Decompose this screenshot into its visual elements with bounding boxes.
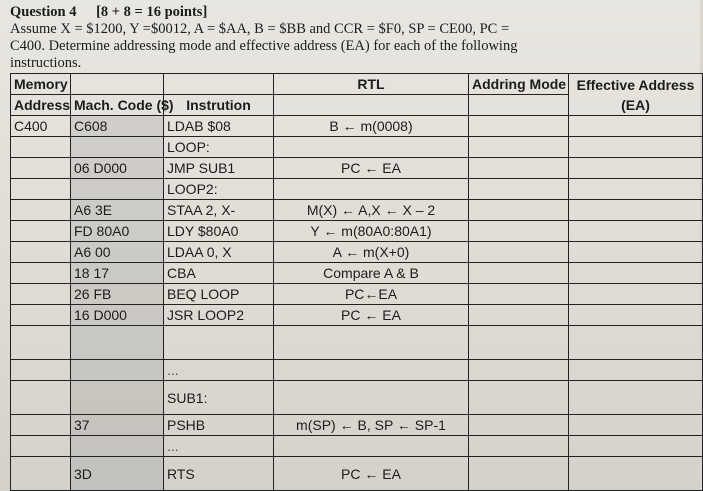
cell-mach-code: A6 00: [71, 242, 164, 263]
table-row: [11, 326, 703, 360]
cell-address: [11, 179, 71, 200]
header-ea-line1: Effective Address: [576, 76, 695, 93]
header-ea-line2: (EA): [621, 96, 650, 113]
question-text-line2: C400. Determine addressing mode and effective address (EA) for each of the following: [10, 38, 518, 54]
cell-instruction: RTS: [164, 457, 274, 491]
header-blank-code: [71, 74, 164, 95]
cell-rtl: [274, 326, 469, 360]
cell-effective-address[interactable]: [569, 415, 703, 436]
cell-mach-code: [71, 381, 164, 415]
cell-effective-address[interactable]: [569, 436, 703, 457]
cell-addressing-mode[interactable]: [469, 457, 569, 491]
header-address: Address: [11, 95, 71, 116]
table-row: [11, 137, 703, 158]
cell-instruction: BEQ LOOP: [164, 284, 274, 305]
cell-addressing-mode[interactable]: [469, 116, 569, 137]
cell-effective-address[interactable]: [569, 457, 703, 491]
cell-address: [11, 137, 71, 158]
cell-instruction: SUB1:: [164, 381, 274, 415]
table-row: [11, 221, 703, 242]
cell-effective-address[interactable]: [569, 158, 703, 179]
table-row: [11, 284, 703, 305]
table-row: [11, 116, 703, 137]
cell-instruction: LOOP:: [164, 137, 274, 158]
table-row: [11, 457, 703, 491]
cell-rtl: Compare A & B: [274, 263, 469, 284]
cell-effective-address[interactable]: [569, 116, 703, 137]
cell-addressing-mode[interactable]: [469, 360, 569, 381]
header-blank-instr: [164, 74, 274, 95]
cell-effective-address[interactable]: [569, 242, 703, 263]
cell-addressing-mode[interactable]: [469, 200, 569, 221]
cell-address: [11, 457, 71, 491]
cell-instruction: STAA 2, X-: [164, 200, 274, 221]
cell-addressing-mode[interactable]: [469, 263, 569, 284]
cell-addressing-mode[interactable]: [469, 305, 569, 326]
table-row: [11, 158, 703, 179]
cell-effective-address[interactable]: [569, 137, 703, 158]
cell-mach-code: 26 FB: [71, 284, 164, 305]
cell-address: [11, 415, 71, 436]
cell-instruction: LDAB $08: [164, 116, 274, 137]
cell-rtl: PC ← EA: [274, 457, 469, 491]
cell-mach-code: 16 D000: [71, 305, 164, 326]
cell-instruction: CBA: [164, 263, 274, 284]
header-blank-rtl: [274, 95, 469, 116]
cell-mach-code: C608: [71, 116, 164, 137]
cell-rtl: [274, 179, 469, 200]
cell-addressing-mode[interactable]: [469, 284, 569, 305]
cell-rtl: PC ← EA: [274, 305, 469, 326]
header-rtl: RTL: [274, 74, 469, 95]
cell-instruction: LDAA 0, X: [164, 242, 274, 263]
cell-rtl: B ← m(0008): [274, 116, 469, 137]
cell-address: [11, 242, 71, 263]
cell-addressing-mode[interactable]: [469, 242, 569, 263]
header-memory: Memory: [11, 74, 71, 95]
cell-addressing-mode[interactable]: [469, 179, 569, 200]
table-row: [11, 242, 703, 263]
table-row: [11, 305, 703, 326]
cell-address: [11, 158, 71, 179]
cell-address: [11, 305, 71, 326]
cell-instruction: LDY $80A0: [164, 221, 274, 242]
cell-addressing-mode[interactable]: [469, 381, 569, 415]
cell-addressing-mode[interactable]: [469, 415, 569, 436]
cell-mach-code: [71, 137, 164, 158]
table-row: [11, 200, 703, 221]
cell-mach-code: A6 3E: [71, 200, 164, 221]
question-text-line3: instructions.: [10, 55, 82, 71]
cell-mach-code: [71, 326, 164, 360]
cell-rtl: PC ← EA: [274, 158, 469, 179]
cell-rtl: [274, 381, 469, 415]
question-header: [10, 4, 690, 72]
cell-rtl: M(X) ← A,X ← X – 2: [274, 200, 469, 221]
cell-rtl: Y ← m(80A0:80A1): [274, 221, 469, 242]
cell-rtl: m(SP) ← B, SP ← SP-1: [274, 415, 469, 436]
table-row: [11, 436, 703, 457]
cell-mach-code: 3D: [71, 457, 164, 491]
cell-effective-address[interactable]: [569, 305, 703, 326]
cell-effective-address[interactable]: [569, 263, 703, 284]
cell-rtl: [274, 137, 469, 158]
cell-effective-address[interactable]: [569, 360, 703, 381]
question-title: Question 4: [10, 4, 77, 20]
cell-address: [11, 200, 71, 221]
cell-mach-code: 18 17: [71, 263, 164, 284]
table-row: [11, 381, 703, 415]
table-row: [11, 360, 703, 381]
header-blank-mode: [469, 95, 569, 116]
header-effective-address: [569, 74, 703, 116]
header-mach-code: Mach. Code ($): [71, 95, 164, 116]
table-row: [11, 263, 703, 284]
cell-address: [11, 326, 71, 360]
cell-mach-code: 06 D000: [71, 158, 164, 179]
cell-instruction: LOOP2:: [164, 179, 274, 200]
cell-address: C400: [11, 116, 71, 137]
cell-address: [11, 263, 71, 284]
cell-instruction: JSR LOOP2: [164, 305, 274, 326]
cell-mach-code: [71, 179, 164, 200]
cell-effective-address[interactable]: [569, 179, 703, 200]
cell-instruction: PSHB: [164, 415, 274, 436]
cell-instruction: ...: [164, 360, 274, 381]
cell-address: [11, 221, 71, 242]
table-row: [11, 179, 703, 200]
cell-address: [11, 436, 71, 457]
header-instruction: Instrution: [164, 95, 274, 116]
header-addressing-mode: Addring Mode: [469, 74, 569, 95]
instruction-table: [10, 73, 703, 491]
cell-rtl: [274, 360, 469, 381]
cell-effective-address[interactable]: [569, 284, 703, 305]
cell-mach-code: [71, 360, 164, 381]
cell-instruction: JMP SUB1: [164, 158, 274, 179]
cell-rtl: A ← m(X+0): [274, 242, 469, 263]
cell-mach-code: [71, 436, 164, 457]
cell-instruction: [164, 326, 274, 360]
cell-mach-code: 37: [71, 415, 164, 436]
cell-rtl: PC←EA: [274, 284, 469, 305]
cell-addressing-mode[interactable]: [469, 158, 569, 179]
cell-address: [11, 360, 71, 381]
cell-effective-address[interactable]: [569, 381, 703, 415]
cell-addressing-mode[interactable]: [469, 436, 569, 457]
cell-rtl: [274, 436, 469, 457]
cell-address: [11, 284, 71, 305]
cell-addressing-mode[interactable]: [469, 326, 569, 360]
cell-address: [11, 381, 71, 415]
question-text-line1: Assume X = $1200, Y =$0012, A = $AA, B = $BB and CCR = $F0, SP = CE00, PC =: [10, 21, 510, 37]
table-row: [11, 415, 703, 436]
cell-effective-address[interactable]: [569, 200, 703, 221]
question-points: [8 + 8 = 16 points]: [96, 4, 208, 20]
cell-effective-address[interactable]: [569, 221, 703, 242]
cell-addressing-mode[interactable]: [469, 221, 569, 242]
cell-addressing-mode[interactable]: [469, 137, 569, 158]
cell-instruction: ...: [164, 436, 274, 457]
cell-mach-code: FD 80A0: [71, 221, 164, 242]
header-row-1: [11, 74, 703, 95]
cell-effective-address[interactable]: [569, 326, 703, 360]
